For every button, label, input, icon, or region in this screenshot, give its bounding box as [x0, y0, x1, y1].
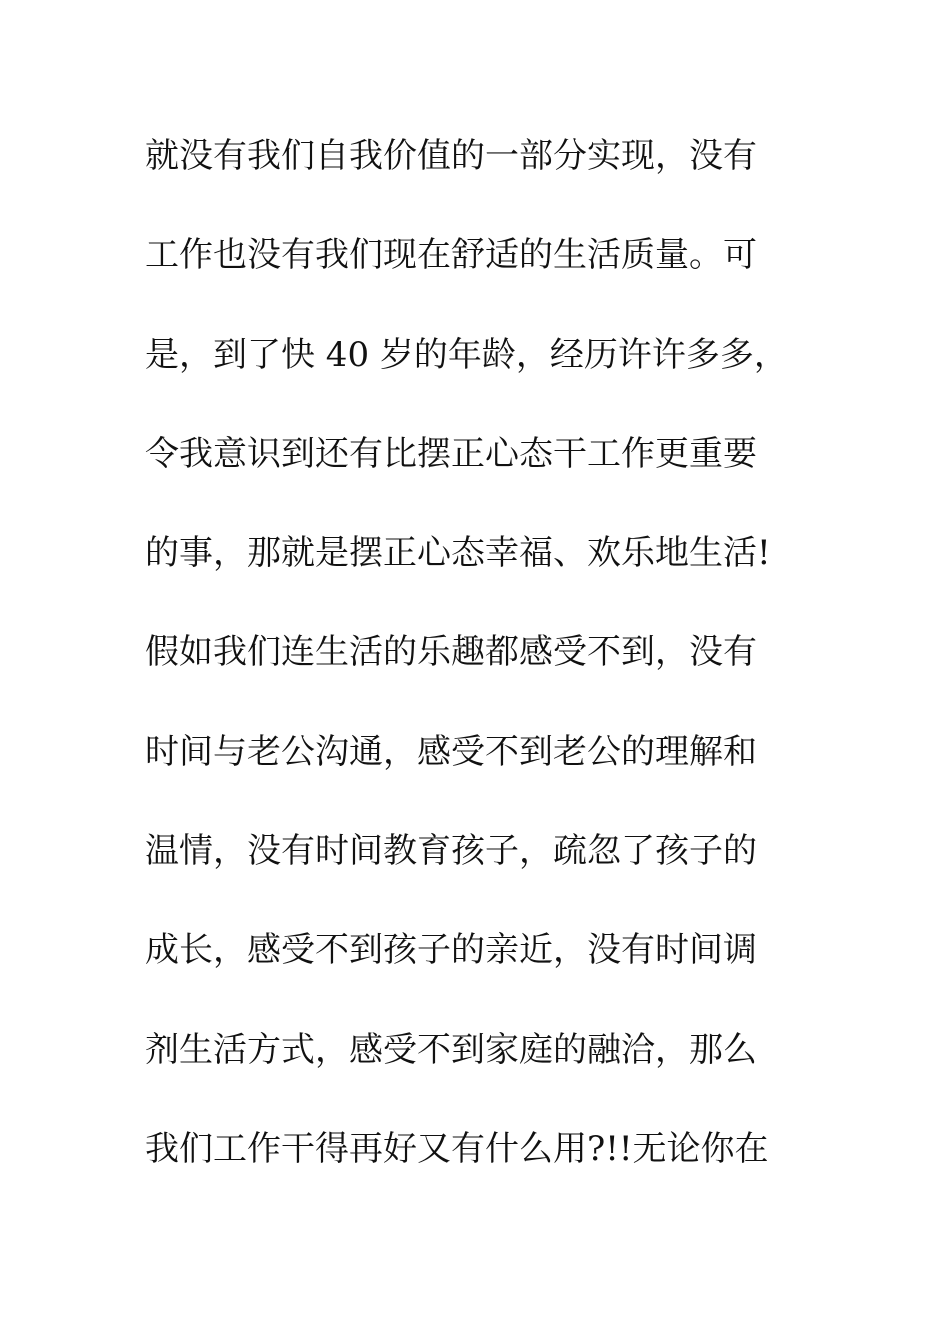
text-line-3: 是，到了快 40 岁的年龄，经历许许多多， — [145, 334, 788, 375]
text-line-7: 时间与老公沟通，感受不到老公的理解和 — [145, 731, 757, 772]
text-line-8: 温情，没有时间教育孩子，疏忽了孩子的 — [145, 831, 757, 872]
text-line-9: 成长，感受不到孩子的亲近，没有时间调 — [145, 930, 757, 971]
text-line-4: 令我意识到还有比摆正心态干工作更重要 — [145, 433, 757, 474]
text-line-1: 就没有我们自我价值的一部分实现，没有 — [145, 136, 757, 176]
text-line-2: 工作也没有我们现在舒适的生活质量。可 — [145, 235, 757, 276]
text-line-5: 的事，那就是摆正心态幸福、欢乐地生活! — [145, 533, 771, 574]
text-line-10: 剂生活方式，感受不到家庭的融洽，那么 — [145, 1029, 757, 1070]
text-line-6: 假如我们连生活的乐趣都感受不到，没有 — [145, 632, 757, 673]
text-line-11: 我们工作干得再好又有什么用?!!无论你在 — [145, 1128, 769, 1169]
body-text — [145, 126, 825, 1218]
